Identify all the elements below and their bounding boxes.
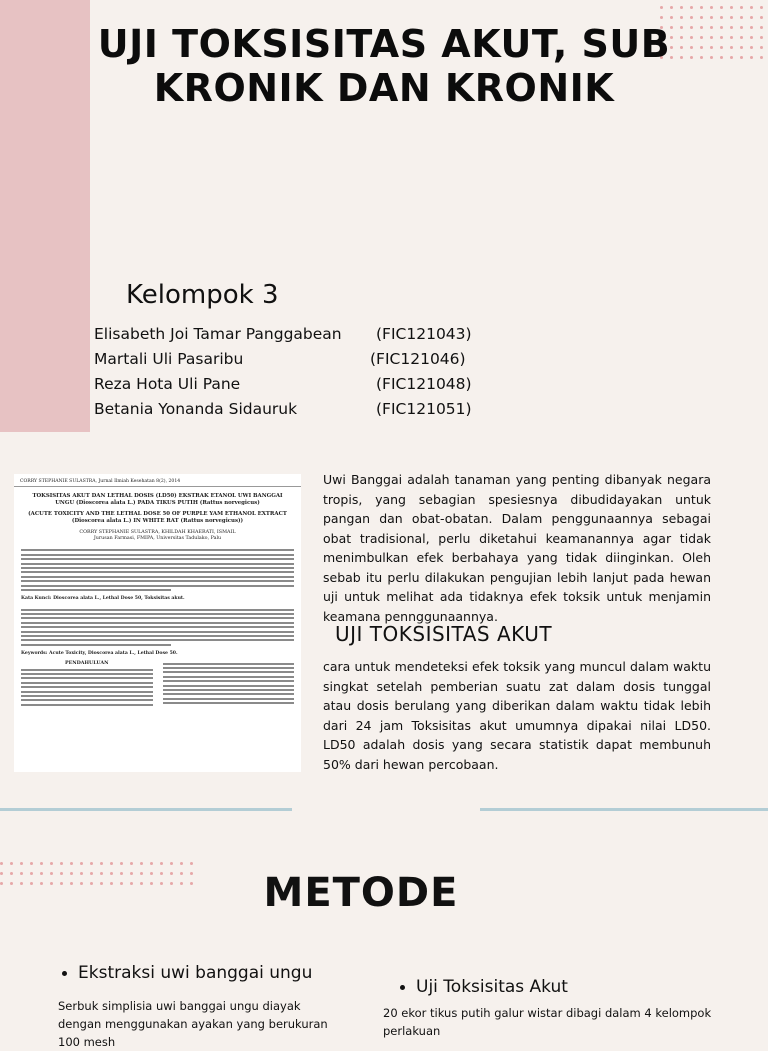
member-name: Elisabeth Joi Tamar Panggabean: [94, 325, 342, 343]
member-nim: (FIC121046): [370, 350, 466, 368]
group-title: Kelompok 3: [126, 280, 279, 310]
paper-text-line: [163, 671, 295, 673]
decorative-dot: [750, 26, 753, 29]
decorative-dot: [710, 6, 713, 9]
decorative-dot: [740, 6, 743, 9]
paper-text-line: [21, 585, 294, 587]
member-row: [94, 347, 514, 372]
decorative-dot: [750, 46, 753, 49]
slide-title: UJI TOKSISITAS AKUT, SUB KRONIK DAN KRONIK: [97, 22, 671, 110]
intro-paragraph: Uwi Banggai adalah tanaman yang penting dibanyak negara tropis, yang sebagian spesiesnya dibudidayakan untuk pangan dan obat-obatan. Dalam penggunaannya sebagai obat tradisional, perlu diketahui keamanannya agar tidak menimbulkan efek berbahaya yang tidak diinginkan. Oleh sebab itu perlu dilakukan pengujian lebih lanjut pada hewan uji untuk melihat ada tidaknya efek toksik untuk menjamin keamana pennggunaannya.: [323, 472, 711, 624]
paper-text-line: [21, 669, 153, 671]
member-nim: (FIC121051): [376, 400, 472, 418]
decorative-dot: [730, 16, 733, 19]
paper-text-line: [163, 676, 295, 678]
decorative-dot: [760, 56, 763, 59]
decorative-dot: [690, 6, 693, 9]
paper-keywords-id: Kata Kunci: Dioscorea alata L., Lethal Dose 50, Toksisitas akut.: [21, 596, 185, 602]
decorative-dot: [140, 862, 143, 865]
decorative-dot: [180, 862, 183, 865]
member-name: Betania Yonanda Sidauruk: [94, 400, 298, 418]
bullet-dot-icon: [62, 971, 67, 976]
decorative-dot: [40, 862, 43, 865]
paper-subtitle: (ACUTE TOXICITY AND THE LETHAL DOSE 50 OF PURPLE YAM ETHANOL EXTRACT (Dioscorea alata L.) IN WHITE RAT (Rattus norvegicus)): [28, 511, 287, 524]
paper-text-line: [163, 698, 295, 700]
paper-abstract-en: [14, 601, 301, 646]
decorative-dot: [90, 862, 93, 865]
paper-text-line: [21, 613, 294, 615]
decorative-dot: [150, 862, 153, 865]
paper-text-line: [21, 571, 294, 573]
journal-paper-image: [14, 474, 301, 772]
paper-text-line: [21, 554, 294, 556]
acute-test-bullet-label: Uji Toksisitas Akut: [416, 977, 568, 997]
paper-text-line: [21, 673, 153, 675]
decorative-dot: [0, 862, 3, 865]
paper-text-line: [163, 663, 295, 665]
paper-text-line: [163, 689, 295, 691]
decorative-dot: [730, 46, 733, 49]
decorative-dot: [100, 862, 103, 865]
decorative-dot: [190, 862, 193, 865]
paper-text-line: [21, 580, 294, 582]
paper-text-line: [21, 622, 294, 624]
decorative-dot: [160, 862, 163, 865]
paper-text-line: [21, 704, 153, 706]
member-name: Martali Uli Pasaribu: [94, 350, 244, 368]
acute-toxicity-text: cara untuk mendeteksi efek toksik yang muncul dalam waktu singkat setelah pemberian suatu zat dalam dosis tunggal atau dosis berulang yang diberikan dalam waktu tidak lebih dari 24 jam Toksisitas akut umumnya dipakai nilai LD50. LD50 adalah dosis yang secara statistik dapat membunuh 50% dari hewan percobaan.: [323, 659, 711, 772]
acute-toxicity-heading: UJI TOKSISITAS AKUT: [335, 622, 553, 646]
paper-text-line: [163, 667, 295, 669]
paper-text-line: [163, 702, 295, 704]
decorative-dot: [670, 6, 673, 9]
paper-column-right: [163, 660, 295, 708]
decorative-dot: [660, 6, 663, 9]
paper-text-line: [21, 682, 153, 684]
decorative-dot: [730, 56, 733, 59]
decorative-dot: [740, 56, 743, 59]
decorative-dot: [700, 16, 703, 19]
member-row: [94, 372, 514, 397]
acute-test-text: 20 ekor tikus putih galur wistar dibagi dalam 4 kelompok perlakuan: [383, 1006, 712, 1038]
paper-title: TOKSISITAS AKUT DAN LETHAL DOSIS (LD50) EKSTRAK ETANOL UWI BANGGAI UNGU (Dioscorea alata L.) PADA TIKUS PUTIH (Rattus norvegicus): [32, 493, 283, 506]
decorative-dot: [660, 16, 663, 19]
decorative-dot: [730, 6, 733, 9]
decorative-dot: [20, 862, 23, 865]
paper-column-left: [21, 660, 153, 708]
decorative-dot: [730, 26, 733, 29]
paper-body-columns: [14, 656, 301, 708]
paper-text-line: [21, 589, 171, 591]
decorative-dot: [110, 862, 113, 865]
paper-keywords-en: Keywords: Acute Toxicity, Dioscorea alata L., Lethal Dose 50.: [21, 651, 178, 657]
paper-text-line: [21, 695, 153, 697]
decorative-dot: [700, 6, 703, 9]
decorative-dot: [670, 16, 673, 19]
metode-heading: METODE: [263, 870, 459, 916]
paper-text-line: [21, 549, 294, 551]
decorative-dot: [760, 36, 763, 39]
paper-header: CORRY STEPHANIE SULASTRA, Jurnal Ilmiah Kesehatan 8(2), 2014: [14, 474, 301, 487]
paper-text-line: [21, 626, 294, 628]
decorative-dot: [680, 16, 683, 19]
decorative-dot: [80, 862, 83, 865]
decorative-dot: [730, 36, 733, 39]
decorative-dot: [750, 36, 753, 39]
decorative-dot: [720, 16, 723, 19]
decorative-dot: [760, 6, 763, 9]
paper-text-line: [21, 644, 171, 646]
decorative-dot: [10, 862, 13, 865]
paper-text-line: [21, 617, 294, 619]
paper-text-line: [21, 558, 294, 560]
bullet-dot-icon: [400, 985, 405, 990]
decorative-dot: [680, 6, 683, 9]
paper-text-line: [21, 699, 153, 701]
decorative-dot: [130, 862, 133, 865]
paper-text-line: [21, 677, 153, 679]
decorative-dot: [70, 862, 73, 865]
divider-left: [0, 808, 292, 811]
decorative-dot: [750, 16, 753, 19]
decorative-dot: [50, 862, 53, 865]
decorative-dot: [760, 16, 763, 19]
decorative-dot: [120, 862, 123, 865]
paper-text-line: [163, 680, 295, 682]
member-nim: (FIC121043): [376, 325, 472, 343]
decorative-dot: [710, 16, 713, 19]
paper-text-line: [163, 685, 295, 687]
decorative-dot: [30, 862, 33, 865]
decorative-dot: [60, 862, 63, 865]
paper-text-line: [21, 635, 294, 637]
paper-section-heading: PENDAHULUAN: [65, 660, 109, 667]
paper-text-line: [21, 631, 294, 633]
extraction-bullet-label: Ekstraksi uwi banggai ungu: [78, 963, 313, 983]
divider-right: [480, 808, 768, 811]
paper-text-line: [21, 691, 153, 693]
decorative-dot: [170, 862, 173, 865]
paper-text-line: [21, 567, 294, 569]
member-row: [94, 322, 514, 347]
decorative-dot: [750, 56, 753, 59]
member-list: [94, 322, 514, 422]
decorative-dot: [690, 16, 693, 19]
decorative-dot: [760, 46, 763, 49]
paper-text-line: [21, 609, 294, 611]
member-row: [94, 397, 514, 422]
decorative-dot: [740, 46, 743, 49]
paper-text-line: [21, 563, 294, 565]
paper-text-line: [21, 639, 294, 641]
extraction-bullet: [62, 963, 312, 983]
acute-test-bullet: [400, 977, 568, 997]
decorative-dot: [720, 6, 723, 9]
paper-text-line: [21, 686, 153, 688]
extraction-text: Serbuk simplisia uwi banggai ungu diayak dengan menggunakan ayakan yang berukuran 100 mesh: [58, 999, 328, 1049]
member-name: Reza Hota Uli Pane: [94, 375, 241, 393]
member-nim: (FIC121048): [376, 375, 472, 393]
paper-text-line: [163, 693, 295, 695]
decorative-dot: [740, 16, 743, 19]
paper-authors: CORRY STEPHANIE SULASTRA, KHILDAH KHAERATI, ISMAIL Jurusan Farmasi, FMIPA, Universitas Tadulako, Palu: [79, 530, 236, 541]
decorative-dot: [750, 6, 753, 9]
decorative-dot: [760, 26, 763, 29]
paper-text-line: [21, 576, 294, 578]
paper-abstract-id: [14, 542, 301, 591]
decorative-dot: [740, 36, 743, 39]
decorative-dot: [740, 26, 743, 29]
